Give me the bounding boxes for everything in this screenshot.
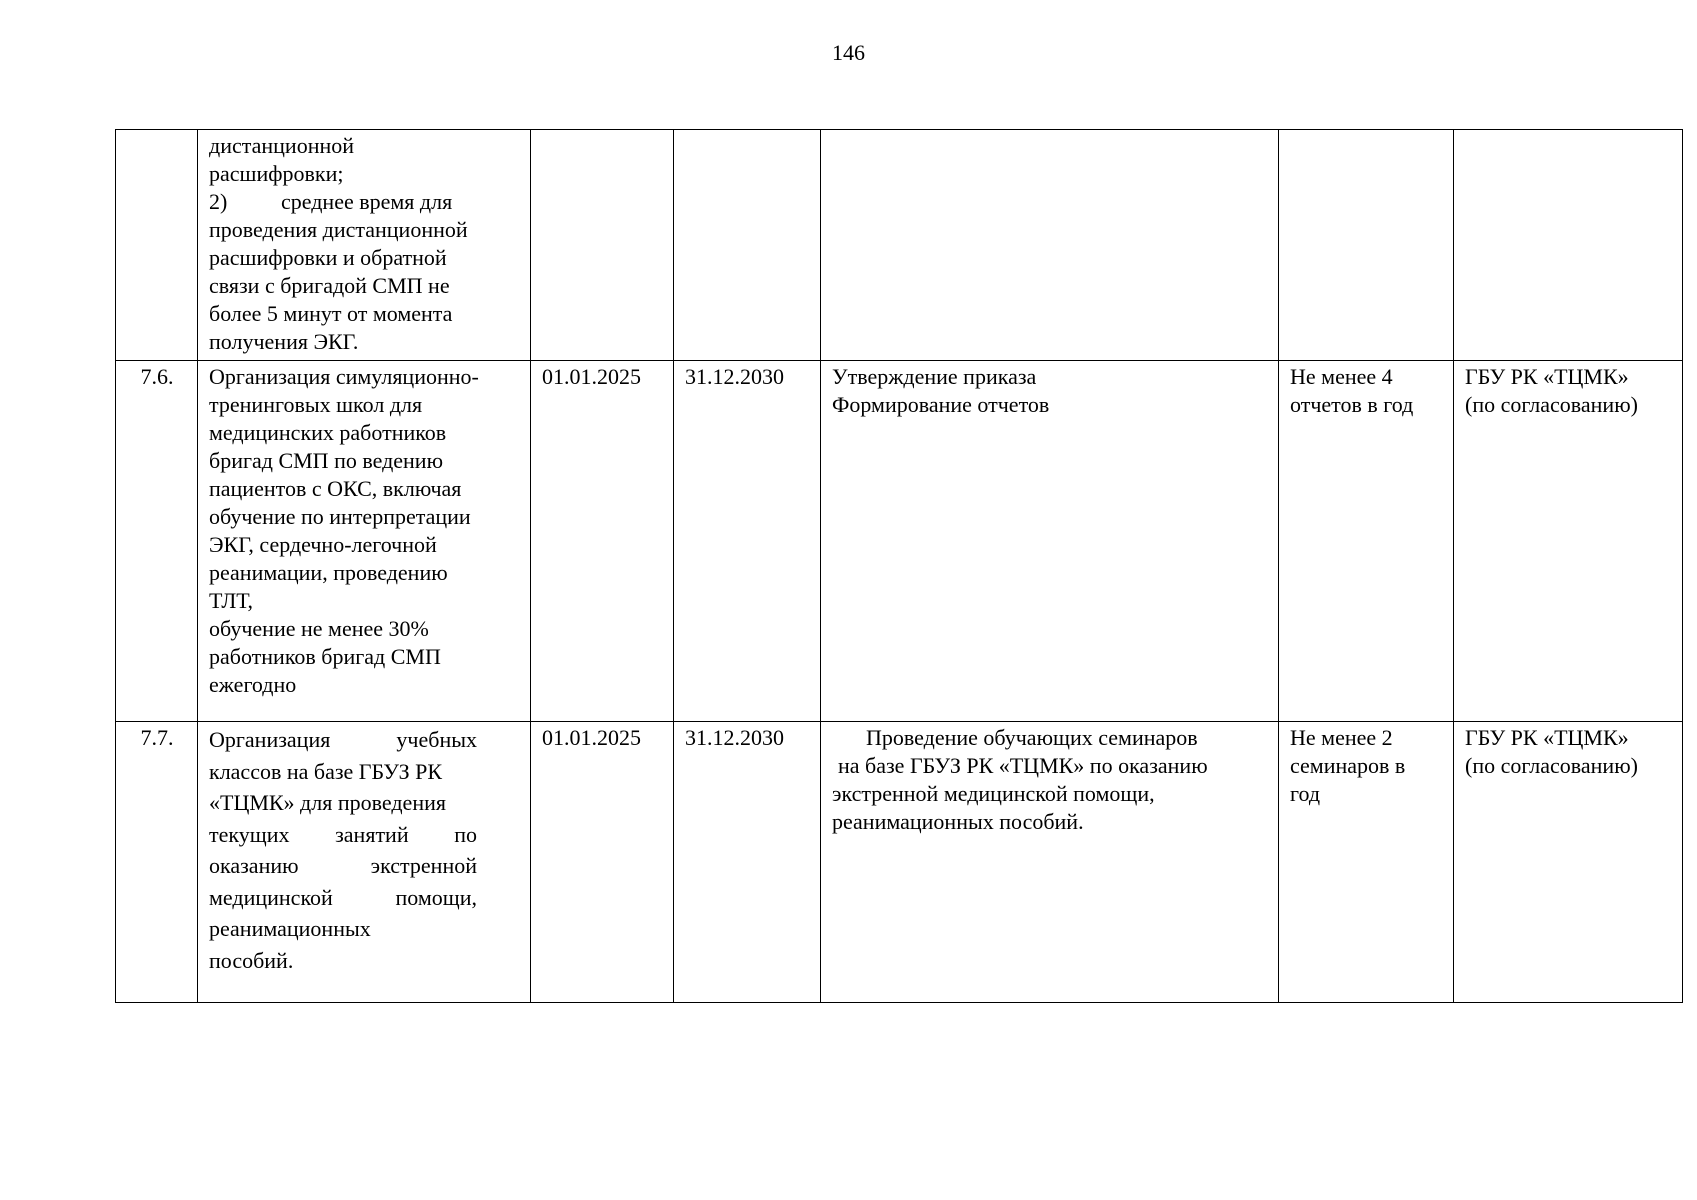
measure-line: расшифровки и обратной [209, 245, 447, 270]
result-line: экстренной медицинской помощи, [832, 781, 1155, 806]
word: по [454, 821, 477, 847]
end-date-cell: 31.12.2030 [674, 722, 821, 1003]
list-item-text: среднее время для [281, 189, 453, 214]
row-number-cell: 7.6. [116, 361, 198, 722]
list-marker: 2) [209, 189, 228, 214]
indicator-line: Не менее 2 [1290, 725, 1393, 750]
word: «ТЦМК» для проведения [209, 790, 446, 815]
result-line: на базе ГБУЗ РК «ТЦМК» по оказанию [838, 753, 1208, 778]
responsible-line: ГБУ РК «ТЦМК» [1465, 364, 1629, 389]
indicator-line: год [1290, 781, 1321, 806]
row-number-cell: 7.7. [116, 722, 198, 1003]
result-line: реанимационных пособий. [832, 809, 1084, 834]
indicator-cell [1279, 130, 1454, 361]
measure-line: ЭКГ, сердечно-легочной [209, 532, 437, 557]
word: учебных [396, 727, 477, 752]
measure-line: ежегодно [209, 672, 297, 697]
word: Организация [209, 727, 331, 752]
responsible-line: ГБУ РК «ТЦМК» [1465, 725, 1629, 750]
start-date-cell: 01.01.2025 [531, 361, 674, 722]
measure-line: пациентов с ОКС, включая [209, 476, 462, 501]
word: медицинской [209, 884, 333, 910]
measure-justified-line [209, 819, 477, 851]
measure-justified-line [209, 724, 477, 756]
result-cell [821, 130, 1279, 361]
measure-line: тренинговых школ для [209, 392, 423, 417]
measure-line: обучение по интерпретации [209, 504, 471, 529]
measure-line: дистанционной [209, 133, 355, 158]
measure-justified-line [209, 882, 477, 914]
measure-justified-line [209, 787, 477, 819]
result-cell [821, 722, 1279, 1003]
measure-line: медицинских работников [209, 420, 447, 445]
word: занятий [335, 821, 409, 847]
word: оказанию [209, 853, 299, 878]
result-line: Утверждение приказа [832, 364, 1037, 389]
indicator-line: семинаров в [1290, 753, 1406, 778]
measure-line: работников бригад СМП [209, 644, 441, 669]
responsible-line: (по согласованию) [1465, 392, 1638, 417]
measure-line: обучение не менее 30% [209, 616, 429, 641]
page-number: 146 [832, 40, 865, 65]
word: текущих [209, 821, 290, 847]
measure-line: Организация симуляционно- [209, 364, 479, 389]
measure-line: расшифровки; [209, 161, 344, 186]
end-date-cell [674, 130, 821, 361]
word: экстренной [370, 853, 477, 878]
result-line: Формирование отчетов [832, 392, 1050, 417]
action-plan-table [115, 129, 1683, 1003]
measure-line: бригад СМП по ведению [209, 448, 444, 473]
indicator-line: Не менее 4 [1290, 364, 1393, 389]
responsible-cell [1454, 361, 1683, 722]
table-row [116, 722, 1683, 1003]
responsible-cell [1454, 722, 1683, 1003]
table-row [116, 361, 1683, 722]
measure-cell [198, 361, 531, 722]
measure-cell [198, 722, 531, 1003]
result-cell [821, 361, 1279, 722]
measure-line: ТЛТ, [209, 588, 253, 613]
word: классов на базе ГБУЗ РК [209, 758, 443, 784]
list-item-line [209, 188, 520, 216]
measure-justified-line [209, 756, 477, 788]
start-date-cell [531, 130, 674, 361]
measure-line: получения ЭКГ. [209, 329, 359, 354]
end-date-cell: 31.12.2030 [674, 361, 821, 722]
responsible-line: (по согласованию) [1465, 753, 1638, 778]
indicator-cell [1279, 361, 1454, 722]
indicator-cell [1279, 722, 1454, 1003]
measure-line: пособий. [209, 947, 294, 973]
responsible-cell [1454, 130, 1683, 361]
row-number-cell [116, 130, 198, 361]
measure-line: проведения дистанционной [209, 217, 468, 242]
indicator-line: отчетов в год [1290, 392, 1414, 417]
table-row [116, 130, 1683, 361]
measure-line: связи с бригадой СМП не [209, 273, 450, 298]
measure-justified-line [209, 850, 477, 882]
measure-line: реанимации, проведению [209, 560, 448, 585]
start-date-cell: 01.01.2025 [531, 722, 674, 1003]
word: помощи, [395, 884, 477, 910]
measure-line: реанимационных [209, 916, 371, 941]
result-line: Проведение обучающих семинаров [866, 725, 1198, 750]
measure-line: более 5 минут от момента [209, 301, 453, 326]
measure-cell [198, 130, 531, 361]
